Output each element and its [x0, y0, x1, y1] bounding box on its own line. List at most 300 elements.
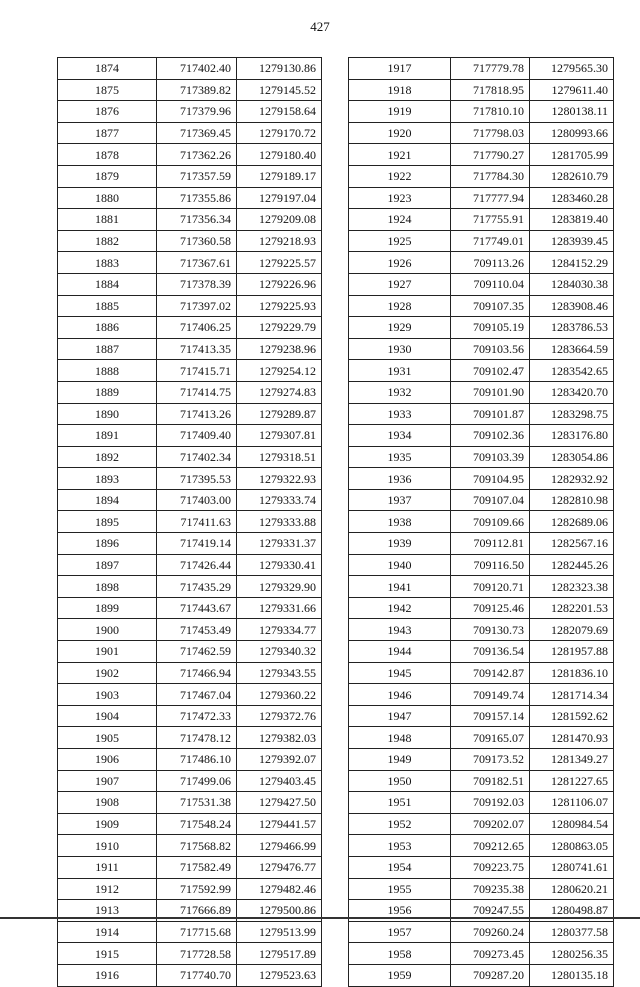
x-coordinate-cell: 717402.40: [157, 58, 237, 80]
table-row: [58, 425, 322, 447]
point-number-cell: 1913: [58, 900, 157, 922]
x-coordinate-cell: 717466.94: [157, 662, 237, 684]
y-coordinate-cell: 1280138.11: [530, 101, 614, 123]
point-number-cell: 1893: [58, 468, 157, 490]
table-row: [349, 554, 614, 576]
y-coordinate-cell: 1281106.07: [530, 792, 614, 814]
x-coordinate-cell: 717818.95: [451, 79, 530, 101]
point-number-cell: 1921: [349, 144, 451, 166]
table-row: [349, 122, 614, 144]
y-coordinate-cell: 1279145.52: [237, 79, 322, 101]
y-coordinate-cell: 1279334.77: [237, 619, 322, 641]
point-number-cell: 1876: [58, 101, 157, 123]
table-row: [58, 554, 322, 576]
table-row: [349, 295, 614, 317]
x-coordinate-cell: 709157.14: [451, 705, 530, 727]
point-number-cell: 1902: [58, 662, 157, 684]
point-number-cell: 1908: [58, 792, 157, 814]
x-coordinate-cell: 717472.33: [157, 705, 237, 727]
point-number-cell: 1906: [58, 749, 157, 771]
table-row: [349, 576, 614, 598]
y-coordinate-cell: 1283939.45: [530, 230, 614, 252]
table-row: [349, 338, 614, 360]
y-coordinate-cell: 1279382.03: [237, 727, 322, 749]
y-coordinate-cell: 1284152.29: [530, 252, 614, 274]
table-row: [349, 425, 614, 447]
x-coordinate-cell: 717486.10: [157, 749, 237, 771]
point-number-cell: 1956: [349, 900, 451, 922]
table-row: [349, 770, 614, 792]
y-coordinate-cell: 1279427.50: [237, 792, 322, 814]
point-number-cell: 1882: [58, 230, 157, 252]
table-row: [58, 597, 322, 619]
table-row: [58, 295, 322, 317]
point-number-cell: 1930: [349, 338, 451, 360]
table-row: [58, 684, 322, 706]
y-coordinate-cell: 1280620.21: [530, 878, 614, 900]
x-coordinate-cell: 717666.89: [157, 900, 237, 922]
table-row: [349, 964, 614, 986]
x-coordinate-cell: 709202.07: [451, 813, 530, 835]
point-number-cell: 1920: [349, 122, 451, 144]
y-coordinate-cell: 1279180.40: [237, 144, 322, 166]
x-coordinate-cell: 709142.87: [451, 662, 530, 684]
page-number: 427: [310, 19, 330, 34]
table-row: [349, 101, 614, 123]
y-coordinate-cell: 1279482.46: [237, 878, 322, 900]
x-coordinate-cell: 709182.51: [451, 770, 530, 792]
point-number-cell: 1911: [58, 856, 157, 878]
y-coordinate-cell: 1284030.38: [530, 273, 614, 295]
table-row: [58, 381, 322, 403]
point-number-cell: 1896: [58, 533, 157, 555]
x-coordinate-cell: 709165.07: [451, 727, 530, 749]
point-number-cell: 1942: [349, 597, 451, 619]
y-coordinate-cell: 1282445.26: [530, 554, 614, 576]
x-coordinate-cell: 717728.58: [157, 943, 237, 965]
point-number-cell: 1889: [58, 381, 157, 403]
table-row: [349, 727, 614, 749]
point-number-cell: 1897: [58, 554, 157, 576]
point-number-cell: 1875: [58, 79, 157, 101]
point-number-cell: 1915: [58, 943, 157, 965]
point-number-cell: 1933: [349, 403, 451, 425]
point-number-cell: 1914: [58, 921, 157, 943]
y-coordinate-cell: 1279331.66: [237, 597, 322, 619]
bottom-edge-rule: [0, 917, 640, 919]
point-number-cell: 1900: [58, 619, 157, 641]
y-coordinate-cell: 1280498.87: [530, 900, 614, 922]
y-coordinate-cell: 1283460.28: [530, 187, 614, 209]
table-row: [349, 144, 614, 166]
x-coordinate-cell: 717478.12: [157, 727, 237, 749]
x-coordinate-cell: 709110.04: [451, 273, 530, 295]
table-row: [58, 252, 322, 274]
y-coordinate-cell: 1282079.69: [530, 619, 614, 641]
point-number-cell: 1929: [349, 317, 451, 339]
point-number-cell: 1931: [349, 360, 451, 382]
coordinates-table-right: [348, 57, 614, 987]
x-coordinate-cell: 717402.34: [157, 446, 237, 468]
table-row: [349, 511, 614, 533]
x-coordinate-cell: 709120.71: [451, 576, 530, 598]
y-coordinate-cell: 1279517.89: [237, 943, 322, 965]
x-coordinate-cell: 717790.27: [451, 144, 530, 166]
table-row: [349, 58, 614, 80]
table-row: [58, 489, 322, 511]
table-row: [349, 317, 614, 339]
point-number-cell: 1878: [58, 144, 157, 166]
table-row: [58, 446, 322, 468]
x-coordinate-cell: 717355.86: [157, 187, 237, 209]
x-coordinate-cell: 709235.38: [451, 878, 530, 900]
y-coordinate-cell: 1279209.08: [237, 209, 322, 231]
x-coordinate-cell: 709103.39: [451, 446, 530, 468]
y-coordinate-cell: 1281957.88: [530, 641, 614, 663]
y-coordinate-cell: 1283819.40: [530, 209, 614, 231]
table-row: [349, 79, 614, 101]
point-number-cell: 1879: [58, 165, 157, 187]
point-number-cell: 1955: [349, 878, 451, 900]
y-coordinate-cell: 1279611.40: [530, 79, 614, 101]
y-coordinate-cell: 1281592.62: [530, 705, 614, 727]
x-coordinate-cell: 717379.96: [157, 101, 237, 123]
y-coordinate-cell: 1283542.65: [530, 360, 614, 382]
table-row: [58, 122, 322, 144]
y-coordinate-cell: 1279254.12: [237, 360, 322, 382]
point-number-cell: 1910: [58, 835, 157, 857]
x-coordinate-cell: 709149.74: [451, 684, 530, 706]
point-number-cell: 1935: [349, 446, 451, 468]
y-coordinate-cell: 1279322.93: [237, 468, 322, 490]
table-row: [349, 641, 614, 663]
y-coordinate-cell: 1279333.88: [237, 511, 322, 533]
x-coordinate-cell: 717413.26: [157, 403, 237, 425]
table-row: [58, 770, 322, 792]
point-number-cell: 1899: [58, 597, 157, 619]
point-number-cell: 1937: [349, 489, 451, 511]
y-coordinate-cell: 1283786.53: [530, 317, 614, 339]
y-coordinate-cell: 1279197.04: [237, 187, 322, 209]
table-row: [58, 727, 322, 749]
y-coordinate-cell: 1281836.10: [530, 662, 614, 684]
y-coordinate-cell: 1279130.86: [237, 58, 322, 80]
point-number-cell: 1874: [58, 58, 157, 80]
x-coordinate-cell: 717413.35: [157, 338, 237, 360]
y-coordinate-cell: 1279289.87: [237, 403, 322, 425]
table-row: [58, 964, 322, 986]
y-coordinate-cell: 1279218.93: [237, 230, 322, 252]
y-coordinate-cell: 1282932.92: [530, 468, 614, 490]
y-coordinate-cell: 1282201.53: [530, 597, 614, 619]
table-row: [58, 165, 322, 187]
point-number-cell: 1953: [349, 835, 451, 857]
table-row: [349, 619, 614, 641]
x-coordinate-cell: 717397.02: [157, 295, 237, 317]
y-coordinate-cell: 1283908.46: [530, 295, 614, 317]
x-coordinate-cell: 717367.61: [157, 252, 237, 274]
point-number-cell: 1883: [58, 252, 157, 274]
point-number-cell: 1894: [58, 489, 157, 511]
x-coordinate-cell: 717414.75: [157, 381, 237, 403]
table-row: [58, 835, 322, 857]
y-coordinate-cell: 1283664.59: [530, 338, 614, 360]
y-coordinate-cell: 1279340.32: [237, 641, 322, 663]
y-coordinate-cell: 1279331.37: [237, 533, 322, 555]
point-number-cell: 1885: [58, 295, 157, 317]
point-number-cell: 1952: [349, 813, 451, 835]
table-body-right: [349, 58, 614, 987]
point-number-cell: 1958: [349, 943, 451, 965]
x-coordinate-cell: 717568.82: [157, 835, 237, 857]
point-number-cell: 1888: [58, 360, 157, 382]
table-row: [349, 878, 614, 900]
point-number-cell: 1907: [58, 770, 157, 792]
y-coordinate-cell: 1279226.96: [237, 273, 322, 295]
point-number-cell: 1923: [349, 187, 451, 209]
point-number-cell: 1950: [349, 770, 451, 792]
table-row: [349, 403, 614, 425]
table-row: [349, 943, 614, 965]
y-coordinate-cell: 1283054.86: [530, 446, 614, 468]
point-number-cell: 1881: [58, 209, 157, 231]
table-row: [58, 705, 322, 727]
y-coordinate-cell: 1279225.57: [237, 252, 322, 274]
y-coordinate-cell: 1280863.05: [530, 835, 614, 857]
y-coordinate-cell: 1280256.35: [530, 943, 614, 965]
x-coordinate-cell: 709101.90: [451, 381, 530, 403]
y-coordinate-cell: 1279329.90: [237, 576, 322, 598]
y-coordinate-cell: 1279500.86: [237, 900, 322, 922]
point-number-cell: 1948: [349, 727, 451, 749]
table-row: [58, 619, 322, 641]
point-number-cell: 1938: [349, 511, 451, 533]
table-body-left: [58, 58, 322, 987]
x-coordinate-cell: 709287.20: [451, 964, 530, 986]
point-number-cell: 1912: [58, 878, 157, 900]
table-row: [349, 705, 614, 727]
y-coordinate-cell: 1279513.99: [237, 921, 322, 943]
table-row: [58, 813, 322, 835]
x-coordinate-cell: 717389.82: [157, 79, 237, 101]
y-coordinate-cell: 1279523.63: [237, 964, 322, 986]
y-coordinate-cell: 1279318.51: [237, 446, 322, 468]
point-number-cell: 1934: [349, 425, 451, 447]
table-row: [349, 446, 614, 468]
x-coordinate-cell: 709223.75: [451, 856, 530, 878]
table-row: [58, 468, 322, 490]
point-number-cell: 1922: [349, 165, 451, 187]
y-coordinate-cell: 1282567.16: [530, 533, 614, 555]
y-coordinate-cell: 1279360.22: [237, 684, 322, 706]
point-number-cell: 1901: [58, 641, 157, 663]
table-row: [349, 360, 614, 382]
table-row: [58, 338, 322, 360]
table-row: [58, 511, 322, 533]
x-coordinate-cell: 717369.45: [157, 122, 237, 144]
x-coordinate-cell: 717755.91: [451, 209, 530, 231]
x-coordinate-cell: 717357.59: [157, 165, 237, 187]
x-coordinate-cell: 717426.44: [157, 554, 237, 576]
table-row: [349, 749, 614, 771]
table-row: [58, 792, 322, 814]
x-coordinate-cell: 709107.04: [451, 489, 530, 511]
table-row: [58, 856, 322, 878]
table-row: [58, 79, 322, 101]
point-number-cell: 1895: [58, 511, 157, 533]
y-coordinate-cell: 1282810.98: [530, 489, 614, 511]
x-coordinate-cell: 709212.65: [451, 835, 530, 857]
y-coordinate-cell: 1283298.75: [530, 403, 614, 425]
x-coordinate-cell: 709116.50: [451, 554, 530, 576]
y-coordinate-cell: 1279158.64: [237, 101, 322, 123]
x-coordinate-cell: 709130.73: [451, 619, 530, 641]
y-coordinate-cell: 1279229.79: [237, 317, 322, 339]
point-number-cell: 1951: [349, 792, 451, 814]
x-coordinate-cell: 709107.35: [451, 295, 530, 317]
y-coordinate-cell: 1283176.80: [530, 425, 614, 447]
point-number-cell: 1959: [349, 964, 451, 986]
x-coordinate-cell: 709101.87: [451, 403, 530, 425]
y-coordinate-cell: 1279466.99: [237, 835, 322, 857]
table-row: [58, 58, 322, 80]
point-number-cell: 1927: [349, 273, 451, 295]
table-row: [58, 360, 322, 382]
table-row: [349, 856, 614, 878]
x-coordinate-cell: 717443.67: [157, 597, 237, 619]
table-row: [58, 187, 322, 209]
x-coordinate-cell: 717749.01: [451, 230, 530, 252]
point-number-cell: 1928: [349, 295, 451, 317]
point-number-cell: 1941: [349, 576, 451, 598]
x-coordinate-cell: 709173.52: [451, 749, 530, 771]
y-coordinate-cell: 1280993.66: [530, 122, 614, 144]
table-row: [349, 468, 614, 490]
x-coordinate-cell: 717409.40: [157, 425, 237, 447]
x-coordinate-cell: 709103.56: [451, 338, 530, 360]
table-row: [349, 381, 614, 403]
point-number-cell: 1892: [58, 446, 157, 468]
point-number-cell: 1932: [349, 381, 451, 403]
table-row: [58, 403, 322, 425]
table-row: [58, 921, 322, 943]
table-row: [58, 230, 322, 252]
point-number-cell: 1898: [58, 576, 157, 598]
point-number-cell: 1887: [58, 338, 157, 360]
point-number-cell: 1944: [349, 641, 451, 663]
point-number-cell: 1917: [349, 58, 451, 80]
x-coordinate-cell: 717784.30: [451, 165, 530, 187]
x-coordinate-cell: 709136.54: [451, 641, 530, 663]
point-number-cell: 1926: [349, 252, 451, 274]
point-number-cell: 1943: [349, 619, 451, 641]
table-row: [349, 662, 614, 684]
table-row: [58, 209, 322, 231]
x-coordinate-cell: 717779.78: [451, 58, 530, 80]
table-row: [349, 230, 614, 252]
table-row: [58, 943, 322, 965]
x-coordinate-cell: 717378.39: [157, 273, 237, 295]
table-row: [58, 749, 322, 771]
table-row: [58, 273, 322, 295]
table-row: [58, 317, 322, 339]
point-number-cell: 1940: [349, 554, 451, 576]
x-coordinate-cell: 717798.03: [451, 122, 530, 144]
point-number-cell: 1916: [58, 964, 157, 986]
x-coordinate-cell: 717362.26: [157, 144, 237, 166]
x-coordinate-cell: 717810.10: [451, 101, 530, 123]
x-coordinate-cell: 717531.38: [157, 792, 237, 814]
y-coordinate-cell: 1279392.07: [237, 749, 322, 771]
point-number-cell: 1936: [349, 468, 451, 490]
y-coordinate-cell: 1279238.96: [237, 338, 322, 360]
x-coordinate-cell: 717395.53: [157, 468, 237, 490]
x-coordinate-cell: 709247.55: [451, 900, 530, 922]
x-coordinate-cell: 717356.34: [157, 209, 237, 231]
y-coordinate-cell: 1282610.79: [530, 165, 614, 187]
point-number-cell: 1918: [349, 79, 451, 101]
x-coordinate-cell: 717435.29: [157, 576, 237, 598]
point-number-cell: 1877: [58, 122, 157, 144]
x-coordinate-cell: 717360.58: [157, 230, 237, 252]
x-coordinate-cell: 709113.26: [451, 252, 530, 274]
point-number-cell: 1919: [349, 101, 451, 123]
y-coordinate-cell: 1279170.72: [237, 122, 322, 144]
y-coordinate-cell: 1281470.93: [530, 727, 614, 749]
x-coordinate-cell: 717740.70: [157, 964, 237, 986]
table-row: [58, 533, 322, 555]
x-coordinate-cell: 709260.24: [451, 921, 530, 943]
x-coordinate-cell: 709273.45: [451, 943, 530, 965]
table-row: [349, 921, 614, 943]
table-row: [349, 792, 614, 814]
y-coordinate-cell: 1281705.99: [530, 144, 614, 166]
y-coordinate-cell: 1279441.57: [237, 813, 322, 835]
point-number-cell: 1904: [58, 705, 157, 727]
table-row: [349, 187, 614, 209]
y-coordinate-cell: 1279307.81: [237, 425, 322, 447]
y-coordinate-cell: 1281714.34: [530, 684, 614, 706]
x-coordinate-cell: 717582.49: [157, 856, 237, 878]
x-coordinate-cell: 709105.19: [451, 317, 530, 339]
point-number-cell: 1884: [58, 273, 157, 295]
point-number-cell: 1957: [349, 921, 451, 943]
point-number-cell: 1939: [349, 533, 451, 555]
y-coordinate-cell: 1279225.93: [237, 295, 322, 317]
point-number-cell: 1925: [349, 230, 451, 252]
point-number-cell: 1945: [349, 662, 451, 684]
y-coordinate-cell: 1279189.17: [237, 165, 322, 187]
point-number-cell: 1949: [349, 749, 451, 771]
table-row: [349, 252, 614, 274]
y-coordinate-cell: 1279274.83: [237, 381, 322, 403]
point-number-cell: 1905: [58, 727, 157, 749]
table-row: [349, 597, 614, 619]
table-row: [349, 533, 614, 555]
table-row: [349, 273, 614, 295]
table-row: [58, 878, 322, 900]
y-coordinate-cell: 1280377.58: [530, 921, 614, 943]
point-number-cell: 1880: [58, 187, 157, 209]
table-row: [349, 684, 614, 706]
y-coordinate-cell: 1283420.70: [530, 381, 614, 403]
table-row: [349, 165, 614, 187]
y-coordinate-cell: 1279330.41: [237, 554, 322, 576]
x-coordinate-cell: 717462.59: [157, 641, 237, 663]
y-coordinate-cell: 1279343.55: [237, 662, 322, 684]
point-number-cell: 1947: [349, 705, 451, 727]
x-coordinate-cell: 717592.99: [157, 878, 237, 900]
